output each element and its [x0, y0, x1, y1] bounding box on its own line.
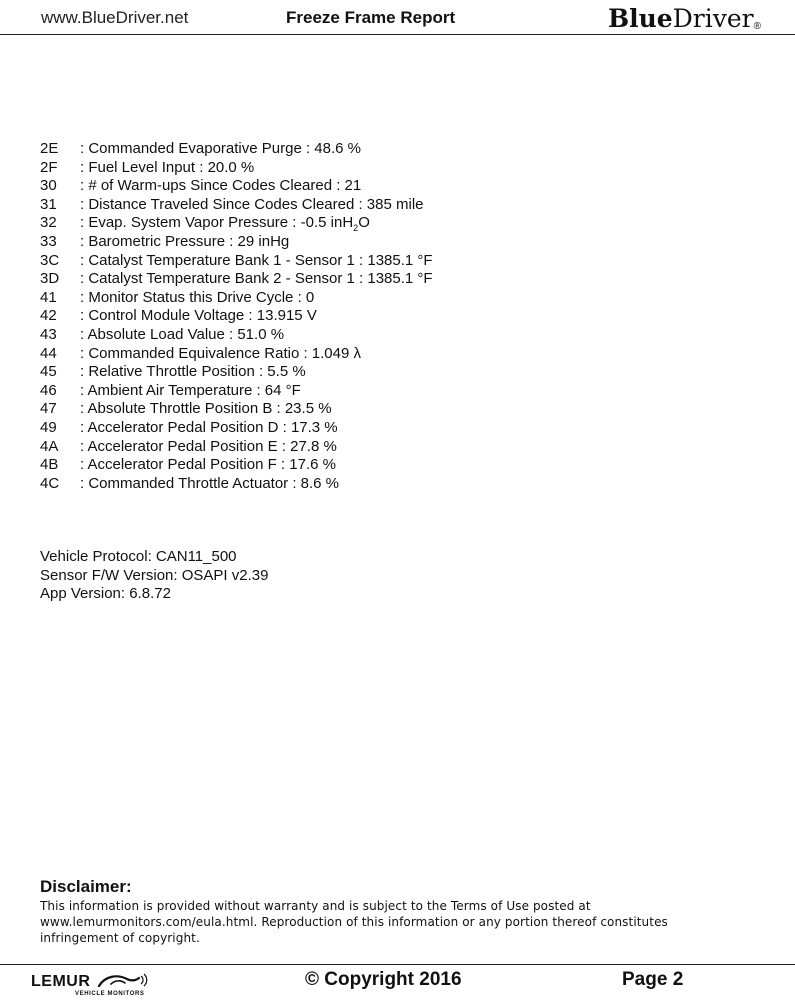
pid-code: 30: [40, 177, 57, 195]
pid-code: 46: [40, 381, 57, 399]
header-divider: [0, 34, 795, 35]
disclaimer-title: Disclaimer:: [40, 877, 132, 896]
lemur-subtitle: VEHICLE MONITORS: [75, 991, 145, 997]
pid-code: 41: [40, 288, 57, 306]
pid-code: 42: [40, 307, 57, 325]
pid-row: [40, 438, 760, 457]
disclaimer-line: infringement of copyright.: [40, 931, 200, 945]
pid-row: [40, 419, 760, 438]
pid-text: : Ambient Air Temperature : 64 °F: [80, 381, 301, 399]
pid-code: 47: [40, 400, 57, 418]
disclaimer: [40, 877, 760, 946]
pid-text: : Monitor Status this Drive Cycle : 0: [80, 288, 315, 306]
pid-row: [40, 345, 760, 364]
pid-text: : Accelerator Pedal Position E : 27.8 %: [80, 437, 337, 455]
pid-code: 33: [40, 232, 57, 250]
pid-row: [40, 140, 760, 159]
pid-text: : Catalyst Temperature Bank 1 - Sensor 1 : 1385.1 °F: [80, 251, 433, 269]
pid-code: 31: [40, 195, 57, 213]
lemur-wordmark: LEMUR: [31, 973, 91, 990]
pid-row: [40, 456, 760, 475]
pid-text: : Absolute Load Value : 51.0 %: [80, 325, 285, 343]
pid-row: [40, 196, 760, 215]
report-title: Freeze Frame Report: [286, 8, 456, 27]
page-number: Page 2: [622, 969, 684, 990]
pid-text: : Accelerator Pedal Position D : 17.3 %: [80, 418, 338, 436]
pid-text: : Commanded Equivalence Ratio : 1.049 λ: [80, 344, 361, 362]
disclaimer-line: www.lemurmonitors.com/eula.html. Reproduction of this information or any portion thereof constitutes: [40, 915, 668, 929]
pid-code: 2F: [40, 158, 58, 176]
sensor-fw-version: Sensor F/W Version: OSAPI v2.39: [40, 566, 269, 584]
pid-row: [40, 382, 760, 401]
pid-code: 32: [40, 214, 57, 232]
pid-text: : # of Warm-ups Since Codes Cleared : 21: [80, 177, 362, 195]
pid-code: 4B: [40, 456, 59, 474]
disclaimer-line: This information is provided without warranty and is subject to the Terms of Use posted at: [40, 899, 591, 913]
lemur-mark-icon: [97, 972, 149, 992]
pid-text: : Commanded Evaporative Purge : 48.6 %: [80, 140, 361, 157]
pid-text-main: : Evap. System Vapor Pressure : -0.5 inH: [80, 214, 354, 232]
pid-row: [40, 326, 760, 345]
pid-code: 45: [40, 363, 57, 381]
pid-row: [40, 289, 760, 308]
pid-text: : Absolute Throttle Position B : 23.5 %: [80, 400, 332, 418]
pid-row: [40, 159, 760, 178]
pid-code: 3C: [40, 251, 60, 269]
pid-code: 43: [40, 325, 57, 343]
bluedriver-logo: [608, 4, 761, 33]
footer-divider: [0, 964, 795, 965]
pid-text: : Control Module Voltage : 13.915 V: [80, 307, 317, 325]
pid-row: [40, 475, 760, 494]
pid-row: [40, 214, 760, 233]
pid-row: [40, 363, 760, 382]
pid-text: : Accelerator Pedal Position F : 17.6 %: [80, 456, 336, 474]
vehicle-info: [40, 548, 268, 604]
app-version: App Version: 6.8.72: [40, 585, 171, 603]
pid-text: : Relative Throttle Position : 5.5 %: [80, 363, 306, 381]
pid-row: [40, 252, 760, 271]
pid-row: [40, 400, 760, 419]
pid-text-subscript: 2: [353, 223, 359, 234]
pid-text: : Fuel Level Input : 20.0 %: [80, 158, 255, 176]
lemur-logo: [31, 972, 151, 998]
registered-mark: ®: [753, 21, 761, 32]
pid-text: : Distance Traveled Since Codes Cleared : 385 mile: [80, 195, 424, 213]
vehicle-protocol: Vehicle Protocol: CAN11_500: [40, 548, 237, 565]
disclaimer-body: [40, 898, 760, 946]
brand-regular: Driver: [672, 4, 754, 33]
pid-code: 4A: [40, 437, 59, 455]
pid-text: : Barometric Pressure : 29 inHg: [80, 232, 290, 250]
site-url: www.BlueDriver.net: [41, 8, 189, 27]
brand-bold: Blue: [608, 4, 673, 33]
pid-row: [40, 307, 760, 326]
pid-text-tail: O: [358, 214, 370, 232]
pid-row: [40, 177, 760, 196]
pid-row: [40, 270, 760, 289]
pid-code: 44: [40, 344, 57, 362]
page-header: [0, 0, 795, 36]
pid-list: [40, 140, 760, 493]
pid-text: [80, 214, 370, 233]
pid-row: [40, 233, 760, 252]
pid-code: 49: [40, 418, 57, 436]
pid-code: 3D: [40, 270, 60, 288]
pid-code: 4C: [40, 474, 60, 492]
pid-text: : Catalyst Temperature Bank 2 - Sensor 1 : 1385.1 °F: [80, 270, 433, 288]
pid-text: : Commanded Throttle Actuator : 8.6 %: [80, 474, 340, 492]
pid-code: 2E: [40, 140, 59, 157]
copyright-text: © Copyright 2016: [305, 969, 462, 990]
